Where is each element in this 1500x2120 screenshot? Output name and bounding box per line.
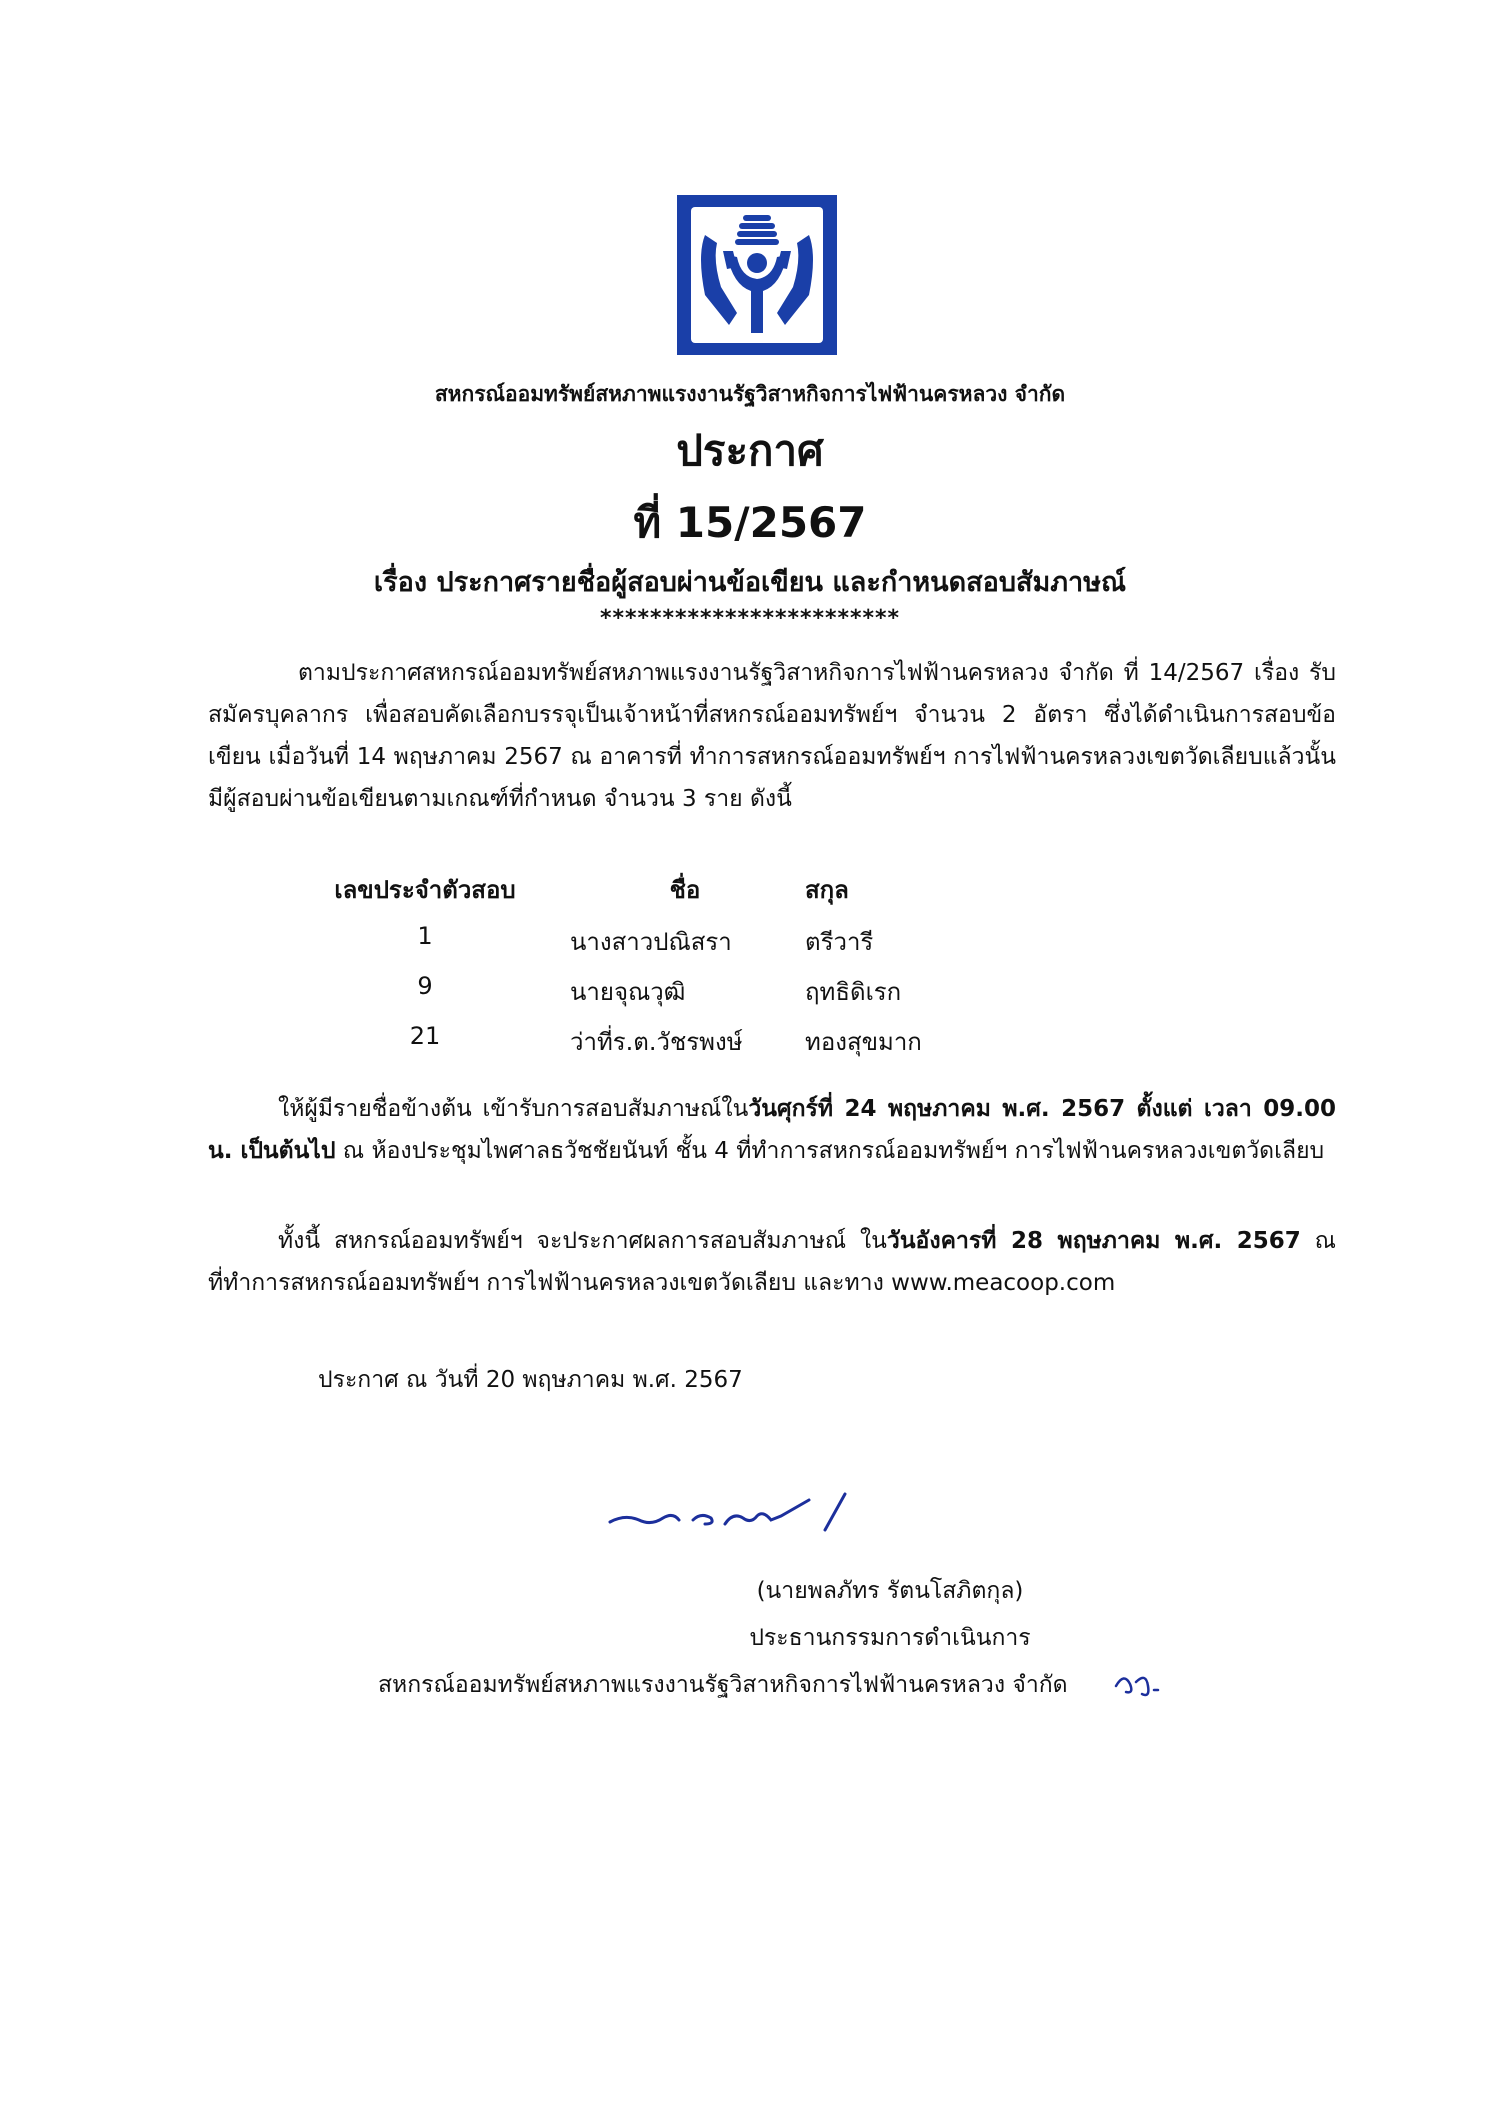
- announcement-subject: เรื่อง ประกาศรายชื่อผู้สอบผ่านข้อเขียน และกำหนดสอบสัมภาษณ์: [373, 567, 1127, 598]
- header-exam-id: เลขประจำตัวสอบ: [334, 876, 516, 904]
- p2-text-1: ให้ผู้มีรายชื่อข้างต้น เข้ารับการสอบสัมภาษณ์ใน: [278, 1096, 749, 1122]
- p3-text-1: ทั้งนี้ สหกรณ์ออมทรัพย์ฯ จะประกาศผลการสอบสัมภาษณ์ ใน: [278, 1228, 887, 1254]
- paragraph-interview-schedule: [208, 1088, 1336, 1172]
- p3-text-2: ณ ที่ทำการสหกรณ์ออมทรัพย์ฯ การไฟฟ้านครหลวงเขตวัดเลียบ และทาง www.meacoop.com: [208, 1228, 1336, 1296]
- header-name: ชื่อ: [669, 876, 701, 904]
- row-1-surname: ตรีวารี: [805, 928, 874, 956]
- p3-result-date: วันอังคารที่ 28 พฤษภาคม พ.ศ. 2567: [886, 1228, 1301, 1254]
- signatory-name: (นายพลภัทร รัตนโสภิตกุล): [756, 1578, 1024, 1604]
- header-surname: สกุล: [805, 876, 849, 904]
- p2-interview-date: วันศุกร์ที่ 24 พฤษภาคม พ.ศ. 2567 ตั้งแต่ เวลา 09.00 น. เป็นต้นไป: [208, 1096, 1336, 1164]
- paragraph-intro: ตามประกาศสหกรณ์ออมทรัพย์สหภาพแรงงานรัฐวิสาหกิจการไฟฟ้านครหลวง จำกัด ที่ 14/2567 เรื่อง รับสมัครบุคลากร เพื่อสอบคัดเลือกบรรจุเป็นเจ้าหน้าที่สหกรณ์ออมทรัพย์ฯ จำนวน 2 อัตรา ซึ่งได้ดำเนินการสอบข้อเขียน เมื่อวันที่ 14 พฤษภาคม 2567 ณ อาคารที่ ทำการสหกรณ์ออมทรัพย์ฯ การไฟฟ้านครหลวงเขตวัดเลียบแล้วนั้น มีผู้สอบผ่านข้อเขียนตามเกณฑ์ที่กำหนด จำนวน 3 ราย ดังนี้: [208, 660, 1336, 812]
- signature: [605, 1490, 875, 1540]
- paragraph-results: [208, 1220, 1336, 1304]
- row-1-id: 1: [417, 922, 433, 950]
- announcement-number: ที่ 15/2567: [633, 498, 867, 547]
- initial-mark: [1112, 1664, 1172, 1700]
- p2-text-2: ณ ห้องประชุมไพศาลธวัชชัยนันท์ ชั้น 4 ที่ทำการสหกรณ์ออมทรัพย์ฯ การไฟฟ้านครหลวงเขตวัดเลียบ: [335, 1138, 1325, 1164]
- announcement-title: ประกาศ: [676, 426, 824, 475]
- row-2-id: 9: [417, 972, 433, 1000]
- row-2-name: นายจุณวุฒิ: [570, 978, 686, 1006]
- organization-header: สหกรณ์ออมทรัพย์สหภาพแรงงานรัฐวิสาหกิจการไฟฟ้านครหลวง จำกัด: [434, 382, 1066, 406]
- cooperative-logo: [677, 195, 837, 355]
- row-3-id: 21: [409, 1022, 441, 1050]
- row-3-surname: ทองสุขมาก: [805, 1028, 922, 1056]
- row-1-name: นางสาวปณิสรา: [570, 928, 732, 956]
- row-3-name: ว่าที่ร.ต.วัชรพงษ์: [570, 1028, 743, 1056]
- signatory-organization: สหกรณ์ออมทรัพย์สหภาพแรงงานรัฐวิสาหกิจการไฟฟ้านครหลวง จำกัด: [378, 1672, 1068, 1698]
- announcement-date: ประกาศ ณ วันที่ 20 พฤษภาคม พ.ศ. 2567: [318, 1367, 743, 1393]
- signatory-position: ประธานกรรมการดำเนินการ: [749, 1625, 1031, 1651]
- row-2-surname: ฤทธิดิเรก: [805, 978, 902, 1006]
- separator-stars: ************************: [599, 606, 901, 631]
